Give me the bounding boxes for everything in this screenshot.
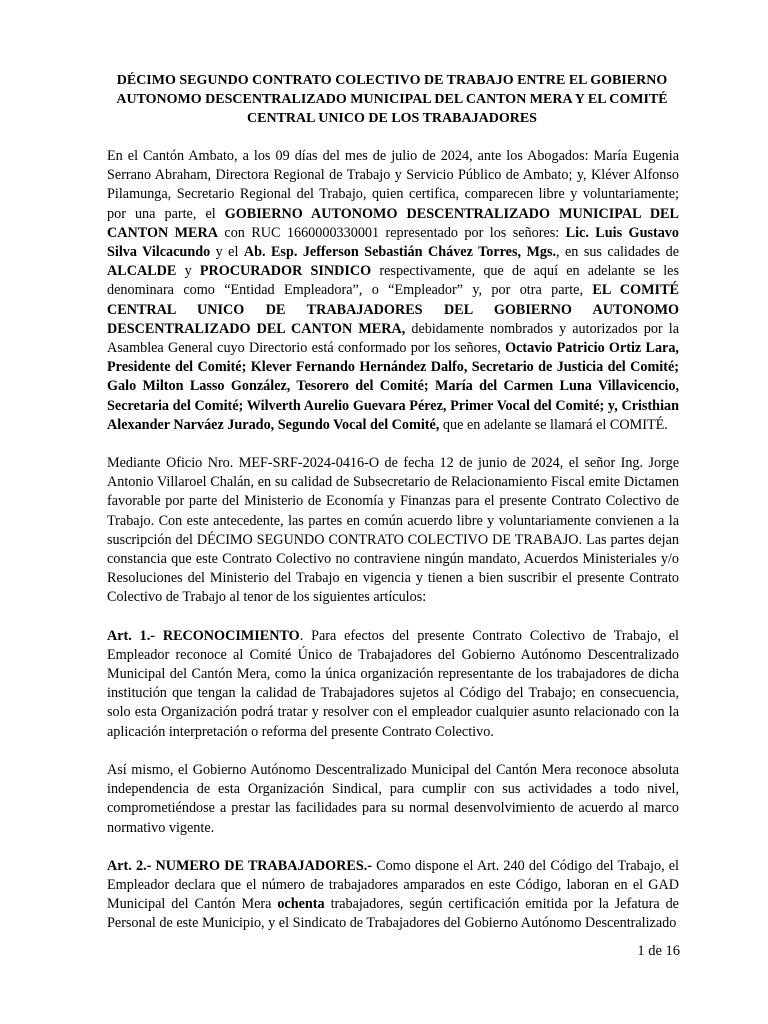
article-2 (107, 857, 679, 934)
text-run: debidamente nombrados y autorizados por la Asamblea General cuyo Directorio está conformado por los señores, (107, 320, 679, 357)
committee-name: EL COMITÉ CENTRAL UNICO DE TRABAJADORES DEL GOBIERNO AUTONOMO DESCENTRALIZADO DEL CANTON MERA, (107, 282, 679, 337)
text-run: y el (210, 244, 244, 261)
page-number: 1 de 16 (637, 943, 680, 959)
oficio-paragraph: Mediante Oficio Nro. MEF-SRF-2024-0416-O de fecha 12 de junio de 2024, el señor Ing. Jorge Antonio Villaroel Chalán, en su calidad de Subsecretario de Relacionamiento Fiscal emite Dictamen favorable por parte del Ministerio de Economía y Finanzas para el presente Contrato Colectivo de Trabajo. Con este antecedente, las partes en común acuerdo libre y voluntariamente convienen a la suscripción del DÉCIMO SEGUNDO CONTRATO COLECTIVO DE TRABAJO. Las partes dejan constancia que este Contrato Colectivo no contraviene ningún mandato, Acuerdos Ministeriales y/o Resoluciones del Ministerio del Trabajo en vigencia y tienen a bien suscribir el presente Contrato Colectivo de Trabajo al tenor de los siguientes artículos: (107, 455, 679, 606)
attorney-name: Ab. Esp. Jefferson Sebastián Chávez Torres, Mgs. (243, 244, 557, 261)
text-run: con RUC 1660000330001 representado por los señores: (218, 224, 566, 241)
article-1-text: . Para efectos del presente Contrato Colectivo de Trabajo, el Empleador reconoce al Comité Único de Trabajadores del Gobierno Autónomo Descentralizado Municipal del Cantón Mera, como la única organización representante de los trabajadores de dicha institución que tengan la calidad de Trabajadores sujetos al Código del Trabajo; en consecuencia, solo esta Organización podrá tratar y resolver con el empleador cualquier asunto relacionado con la aplicación interpretación o reforma del presente Contrato Colectivo. (107, 627, 679, 740)
role-procurador: PROCURADOR SINDICO (199, 263, 372, 280)
text-run: trabajadores, según certificación emitida por la Jefatura de Personal de este Municipio, y el Sindicato de Trabajadores del Gobierno Autónomo Descentralizado (107, 896, 679, 932)
article-1-heading: Art. 1.- RECONOCIMIENTO (107, 627, 300, 644)
role-alcalde: ALCALDE (107, 263, 177, 280)
text-run: , en sus calidades de (556, 244, 679, 261)
employer-name: GOBIERNO AUTONOMO DESCENTRALIZADO MUNICIPAL DEL CANTON MERA (107, 205, 679, 241)
worker-count: ochenta (277, 896, 325, 913)
text-run: respectivamente, que de aquí en adelante se les denominara como “Entidad Empleadora”, o “Empleador” y, por otra parte, (107, 263, 680, 299)
title-line-2: AUTONOMO DESCENTRALIZADO MUNICIPAL DEL CANTON MERA Y EL COMITÉ (116, 92, 668, 107)
intro-paragraph (107, 147, 679, 435)
text-run: En el Cantón Ambato, a los 09 días del mes de julio de 2024, ante los Abogados: María Eugenia Serrano Abraham, Directora Regional de Trabajo y Servicio Público de Ambato; y, Kléver Alfonso Pilamunga, Secretario Regional del Trabajo, quien certifica, comparecen libre y voluntariamente; por una parte, el (107, 148, 679, 222)
title-line-3: CENTRAL UNICO DE LOS TRABAJADORES (247, 111, 537, 126)
text-run: Como dispone el Art. 240 del Código del Trabajo, el Empleador declara que el número de trabajadores amparados en este Código, laboran en el GAD Municipal del Cantón Mera (107, 857, 679, 913)
independence-paragraph: Así mismo, el Gobierno Autónomo Descentralizado Municipal del Cantón Mera reconoce absoluta independencia de esta Organización Sindical, para cumplir con sus actividades a todo nivel, comprometiéndose a prestar las facilidades para su normal desenvolvimiento de acuerdo al marco normativo vigente. (107, 761, 679, 836)
text-run: y (176, 263, 200, 280)
article-1 (107, 627, 679, 742)
mayor-name: Lic. Luis Gustavo Silva Vilcacundo (107, 224, 679, 261)
title-line-1: DÉCIMO SEGUNDO CONTRATO COLECTIVO DE TRABAJO ENTRE EL GOBIERNO (116, 73, 668, 88)
text-run: que en adelante se llamará el COMITÉ. (439, 416, 668, 433)
document-title (100, 71, 684, 128)
article-2-heading: Art. 2.- NUMERO DE TRABAJADORES.- (107, 857, 372, 874)
committee-members: Octavio Patricio Ortiz Lara, Presidente del Comité; Klever Fernando Hernández Dalfo, Secretario de Justicia del Comité; Galo Milton Lasso González, Tesorero del Comité; María del Carmen Luna Villavicencio, Secretaria del Comité; Wilverth Aurelio Guevara Pérez, Primer Vocal del Comité; y, Cristhian Alexander Narváez Jurado, Segundo Vocal del Comité, (107, 340, 679, 433)
document-body (107, 147, 679, 953)
